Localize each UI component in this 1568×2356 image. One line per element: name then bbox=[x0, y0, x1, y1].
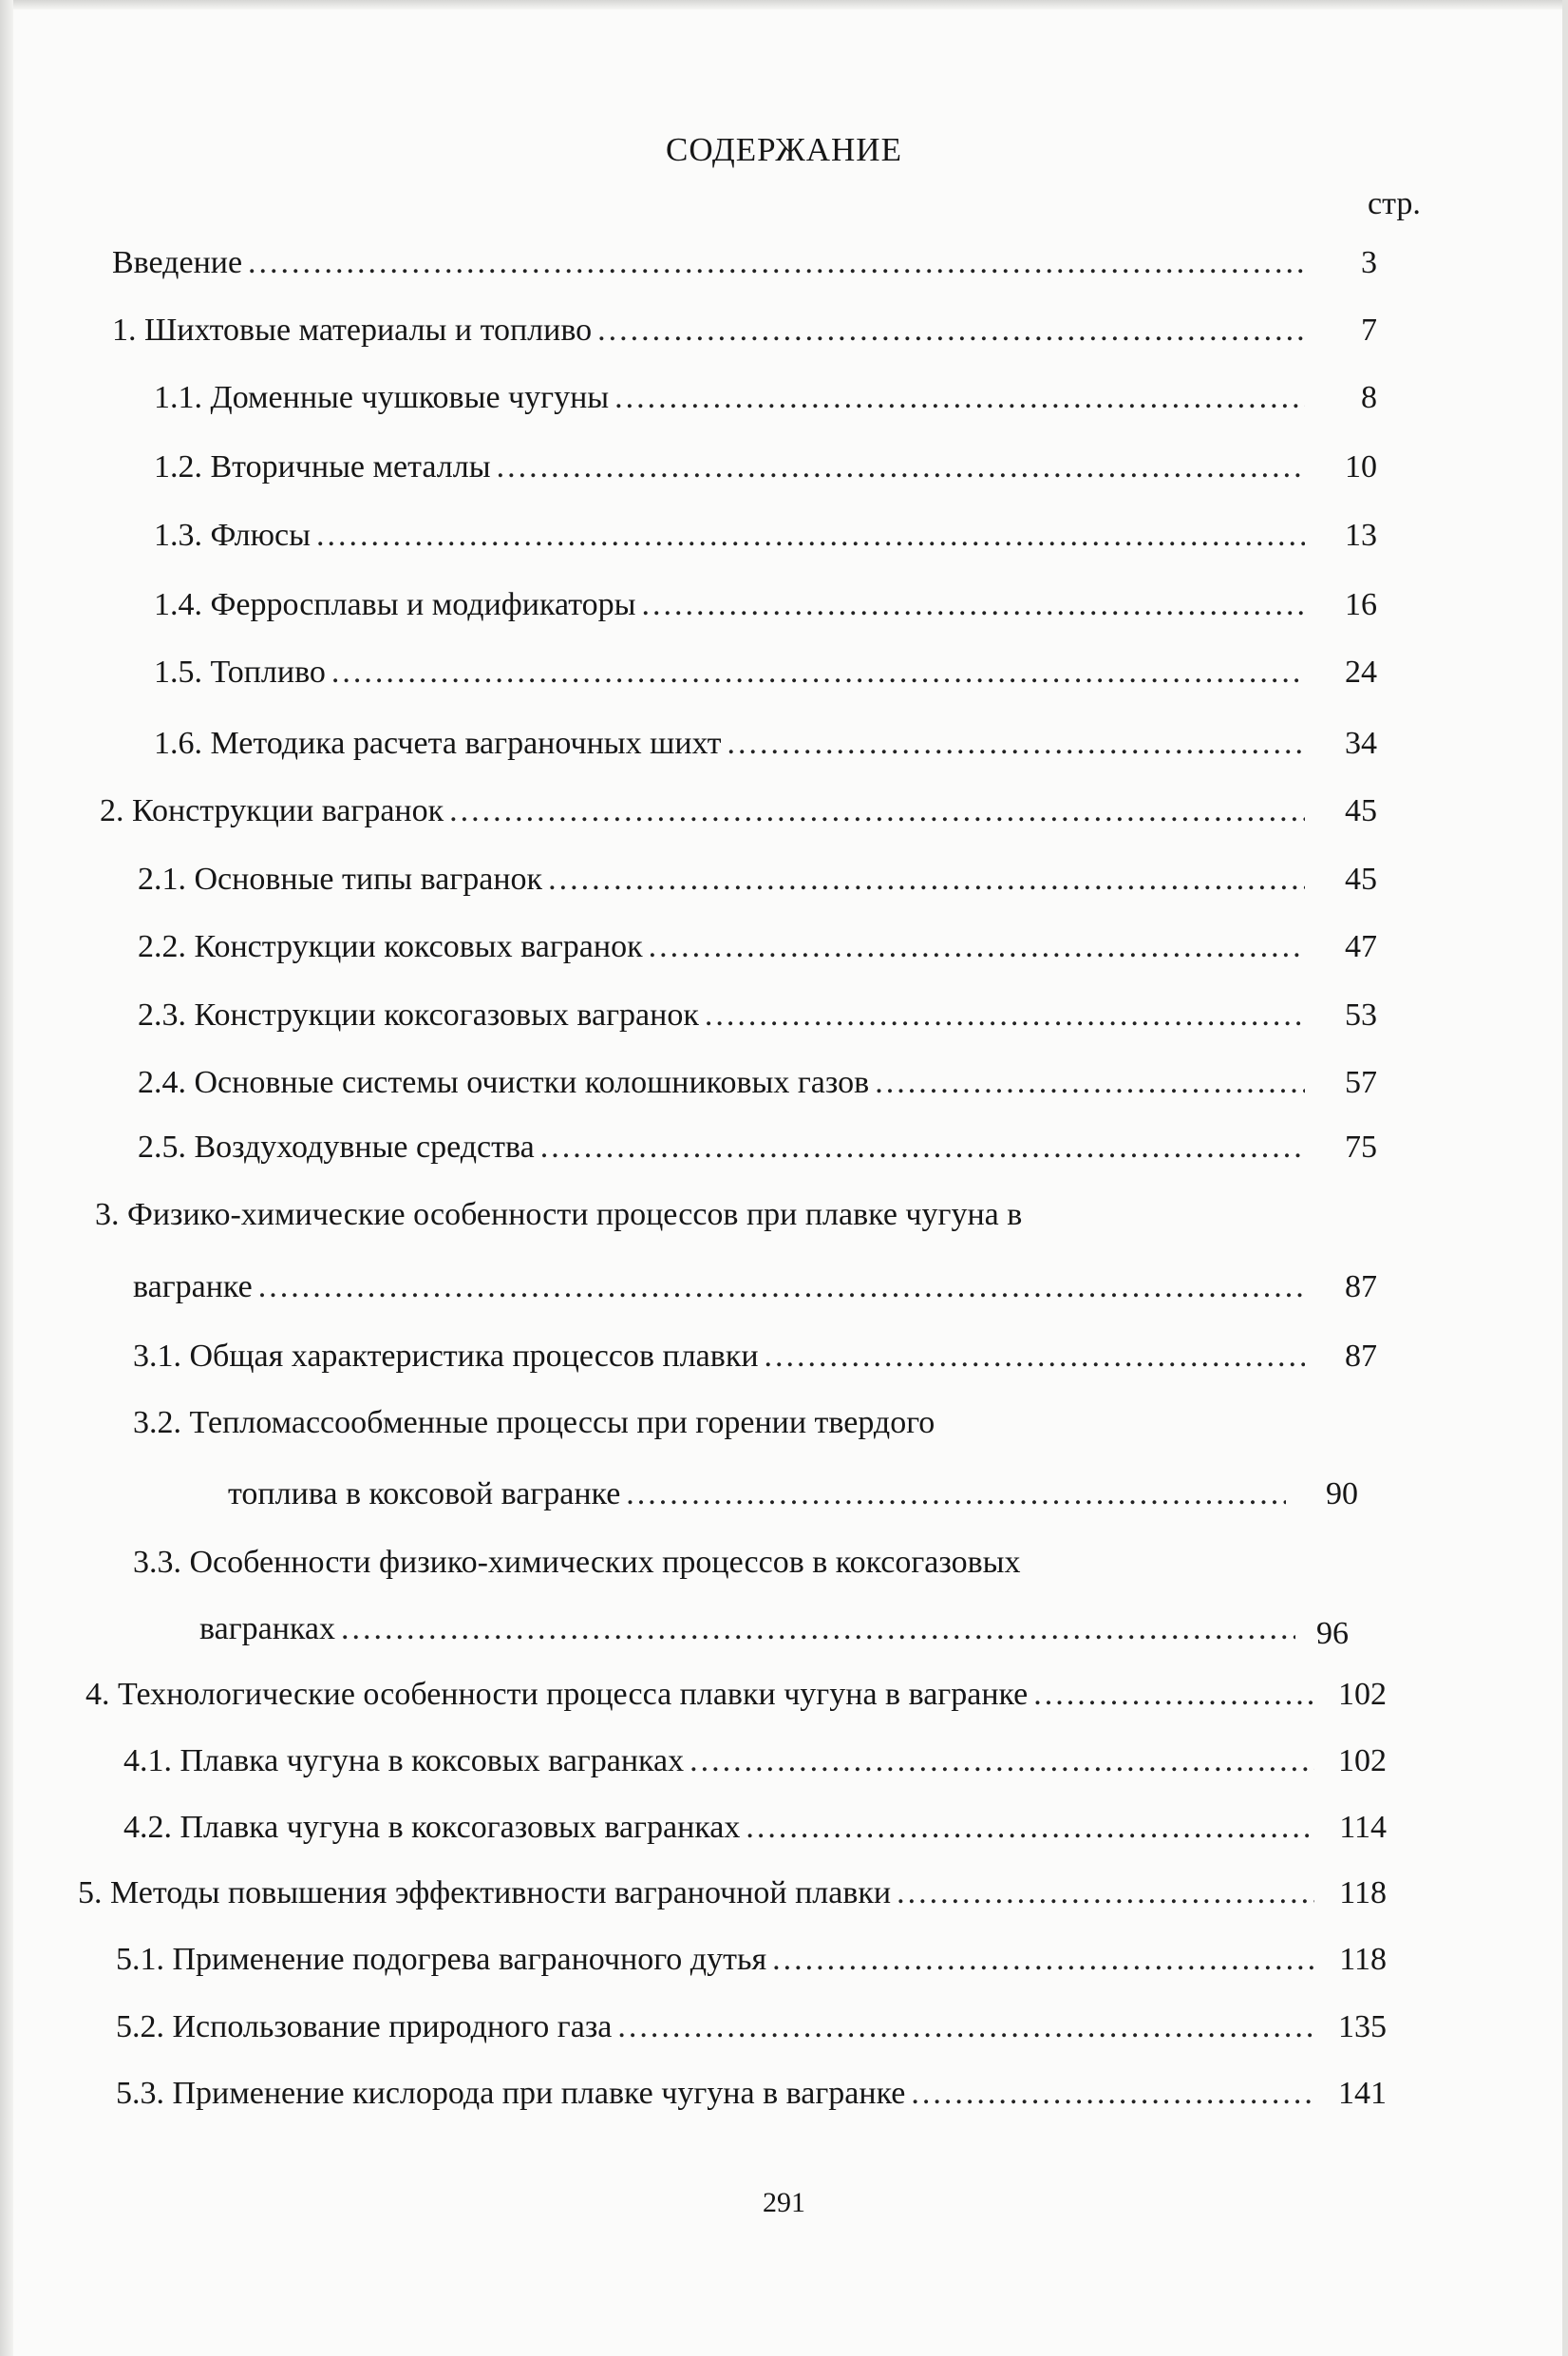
dot-leader bbox=[649, 928, 1305, 966]
toc-entry-page: 57 bbox=[1345, 1065, 1377, 1100]
toc-entry-label: топлива в коксовой вагранке bbox=[228, 1476, 621, 1511]
toc-entry-label: 2.3. Конструкции коксогазовых вагранок bbox=[138, 998, 699, 1033]
toc-entry-label: вагранках bbox=[199, 1611, 336, 1646]
toc-entry-page: 45 bbox=[1345, 793, 1377, 828]
toc-entry-page: 102 bbox=[1338, 1677, 1387, 1712]
dot-leader bbox=[746, 1809, 1314, 1847]
scan-edge-left bbox=[0, 0, 13, 2356]
dot-leader bbox=[331, 654, 1305, 692]
page-column-header: стр. bbox=[1368, 186, 1421, 221]
toc-entry-page: 96 bbox=[1316, 1616, 1349, 1651]
toc-entry-1-5[interactable] bbox=[154, 654, 1311, 692]
toc-entry-label: 1.6. Методика расчета ваграночных шихт bbox=[154, 726, 722, 761]
toc-entry-page: 53 bbox=[1345, 998, 1377, 1033]
toc-entry-label: 5.3. Применение кислорода при плавке чугуна в вагранке bbox=[116, 2076, 906, 2111]
toc-entry-page: 118 bbox=[1339, 1875, 1387, 1910]
toc-entry-2-4[interactable] bbox=[138, 1064, 1311, 1102]
toc-entry-label: 1.4. Ферросплавы и модификаторы bbox=[154, 587, 636, 622]
dot-leader bbox=[705, 997, 1305, 1035]
toc-entry-3-1[interactable] bbox=[133, 1338, 1311, 1376]
toc-entry-page: 45 bbox=[1345, 862, 1377, 897]
toc-entry-page: 34 bbox=[1345, 726, 1377, 761]
toc-entry-chapter-2[interactable] bbox=[100, 792, 1311, 830]
page-title: СОДЕРЖАНИЕ bbox=[666, 131, 902, 168]
toc-entry-3-3-line-1[interactable]: 3.3. Особенности физико-химических процессов в коксогазовых bbox=[133, 1545, 1021, 1580]
toc-entry-label: 2.4. Основные системы очистки колошниковых газов bbox=[138, 1065, 870, 1100]
toc-entry-3-2[interactable] bbox=[228, 1475, 1292, 1513]
toc-entry-page: 114 bbox=[1339, 1810, 1387, 1845]
scan-edge-top bbox=[0, 0, 1568, 10]
toc-entry-page: 75 bbox=[1345, 1130, 1377, 1165]
dot-leader bbox=[540, 1129, 1305, 1167]
dot-leader bbox=[727, 725, 1305, 763]
toc-entry-page: 87 bbox=[1345, 1339, 1377, 1374]
toc-entry-page: 7 bbox=[1361, 313, 1377, 348]
toc-entry-page: 10 bbox=[1345, 449, 1377, 484]
toc-entry-label: 1.1. Доменные чушковые чугуны bbox=[154, 380, 610, 415]
dot-leader bbox=[617, 2008, 1314, 2046]
dot-leader bbox=[497, 448, 1305, 486]
toc-entry-5-1[interactable] bbox=[116, 1941, 1320, 1979]
toc-entry-5-3[interactable] bbox=[116, 2075, 1320, 2113]
toc-entry-label: вагранке bbox=[133, 1269, 253, 1304]
dot-leader bbox=[875, 1064, 1305, 1102]
toc-entry-page: 102 bbox=[1338, 1743, 1387, 1778]
toc-entry-2-1[interactable] bbox=[138, 861, 1311, 899]
dot-leader bbox=[248, 244, 1305, 282]
toc-entry-page: 87 bbox=[1345, 1269, 1377, 1304]
toc-entry-label: 1.5. Топливо bbox=[154, 655, 326, 690]
toc-entry-1-6[interactable] bbox=[154, 725, 1311, 763]
dot-leader bbox=[897, 1874, 1314, 1912]
toc-entry-page: 47 bbox=[1345, 929, 1377, 964]
toc-entry-chapter-3-line-1[interactable]: 3. Физико-химические особенности процессов при плавке чугуна в bbox=[95, 1197, 1023, 1232]
toc-entry-introduction[interactable] bbox=[112, 244, 1311, 282]
toc-entry-chapter-3[interactable] bbox=[133, 1268, 1311, 1306]
toc-entry-1-3[interactable] bbox=[154, 517, 1311, 555]
toc-entry-page: 141 bbox=[1338, 2076, 1387, 2111]
toc-entry-page: 24 bbox=[1345, 655, 1377, 690]
toc-entry-label: 5. Методы повышения эффективности ваграночной плавки bbox=[78, 1875, 892, 1910]
dot-leader bbox=[1033, 1676, 1314, 1714]
toc-entry-page: 90 bbox=[1326, 1476, 1358, 1511]
toc-entry-label: 5.2. Использование природного газа bbox=[116, 2009, 613, 2044]
dot-leader bbox=[548, 861, 1305, 899]
dot-leader bbox=[765, 1338, 1305, 1376]
toc-entry-1-4[interactable] bbox=[154, 586, 1311, 624]
toc-entry-3-3[interactable] bbox=[199, 1610, 1301, 1648]
toc-entry-label: 4.1. Плавка чугуна в коксовых вагранках bbox=[123, 1743, 685, 1778]
toc-entry-label: 2.2. Конструкции коксовых вагранок bbox=[138, 929, 643, 964]
toc-entry-label: 1.2. Вторичные металлы bbox=[154, 449, 491, 484]
toc-entry-label: Введение bbox=[112, 245, 243, 280]
dot-leader bbox=[614, 379, 1305, 417]
dot-leader bbox=[641, 586, 1305, 624]
toc-entry-label: 5.1. Применение подогрева ваграночного дутья bbox=[116, 1942, 767, 1977]
toc-entry-label: 4. Технологические особенности процесса плавки чугуна в вагранке bbox=[85, 1677, 1029, 1712]
dot-leader bbox=[258, 1268, 1305, 1306]
toc-entry-2-5[interactable] bbox=[138, 1129, 1311, 1167]
toc-entry-chapter-1[interactable] bbox=[112, 312, 1311, 350]
toc-entry-label: 2.1. Основные типы вагранок bbox=[138, 862, 543, 897]
toc-entry-page: 8 bbox=[1361, 380, 1377, 415]
dot-leader bbox=[626, 1475, 1286, 1513]
toc-entry-1-1[interactable] bbox=[154, 379, 1311, 417]
dot-leader bbox=[316, 517, 1305, 555]
toc-entry-label: 1.3. Флюсы bbox=[154, 518, 311, 553]
toc-entry-4-1[interactable] bbox=[123, 1742, 1320, 1780]
toc-entry-label: 3.1. Общая характеристика процессов плавки bbox=[133, 1339, 759, 1374]
toc-entry-page: 3 bbox=[1361, 245, 1377, 280]
dot-leader bbox=[690, 1742, 1314, 1780]
dot-leader bbox=[597, 312, 1305, 350]
footer-page-number: 291 bbox=[763, 2187, 805, 2218]
toc-entry-4-2[interactable] bbox=[123, 1809, 1320, 1847]
toc-entry-chapter-5[interactable] bbox=[78, 1874, 1320, 1912]
dot-leader bbox=[911, 2075, 1314, 2113]
scan-edge-right bbox=[1562, 0, 1568, 2356]
toc-entry-label: 2.5. Воздуходувные средства bbox=[138, 1130, 535, 1165]
toc-entry-2-3[interactable] bbox=[138, 997, 1311, 1035]
toc-entry-page: 118 bbox=[1339, 1942, 1387, 1977]
toc-entry-page: 16 bbox=[1345, 587, 1377, 622]
toc-entry-page: 13 bbox=[1345, 518, 1377, 553]
toc-entry-2-2[interactable] bbox=[138, 928, 1311, 966]
dot-leader bbox=[772, 1941, 1314, 1979]
toc-entry-label: 2. Конструкции вагранок bbox=[100, 793, 444, 828]
toc-entry-1-2[interactable] bbox=[154, 448, 1311, 486]
toc-entry-chapter-4[interactable] bbox=[85, 1676, 1320, 1714]
toc-entry-5-2[interactable] bbox=[116, 2008, 1320, 2046]
dot-leader bbox=[449, 792, 1305, 830]
toc-entry-label: 4.2. Плавка чугуна в коксогазовых вагранках bbox=[123, 1810, 741, 1845]
toc-entry-3-2-line-1[interactable]: 3.2. Тепломассообменные процессы при горении твердого bbox=[133, 1405, 935, 1440]
dot-leader bbox=[341, 1610, 1295, 1648]
toc-entry-page: 135 bbox=[1338, 2009, 1387, 2044]
toc-entry-label: 1. Шихтовые материалы и топливо bbox=[112, 313, 593, 348]
